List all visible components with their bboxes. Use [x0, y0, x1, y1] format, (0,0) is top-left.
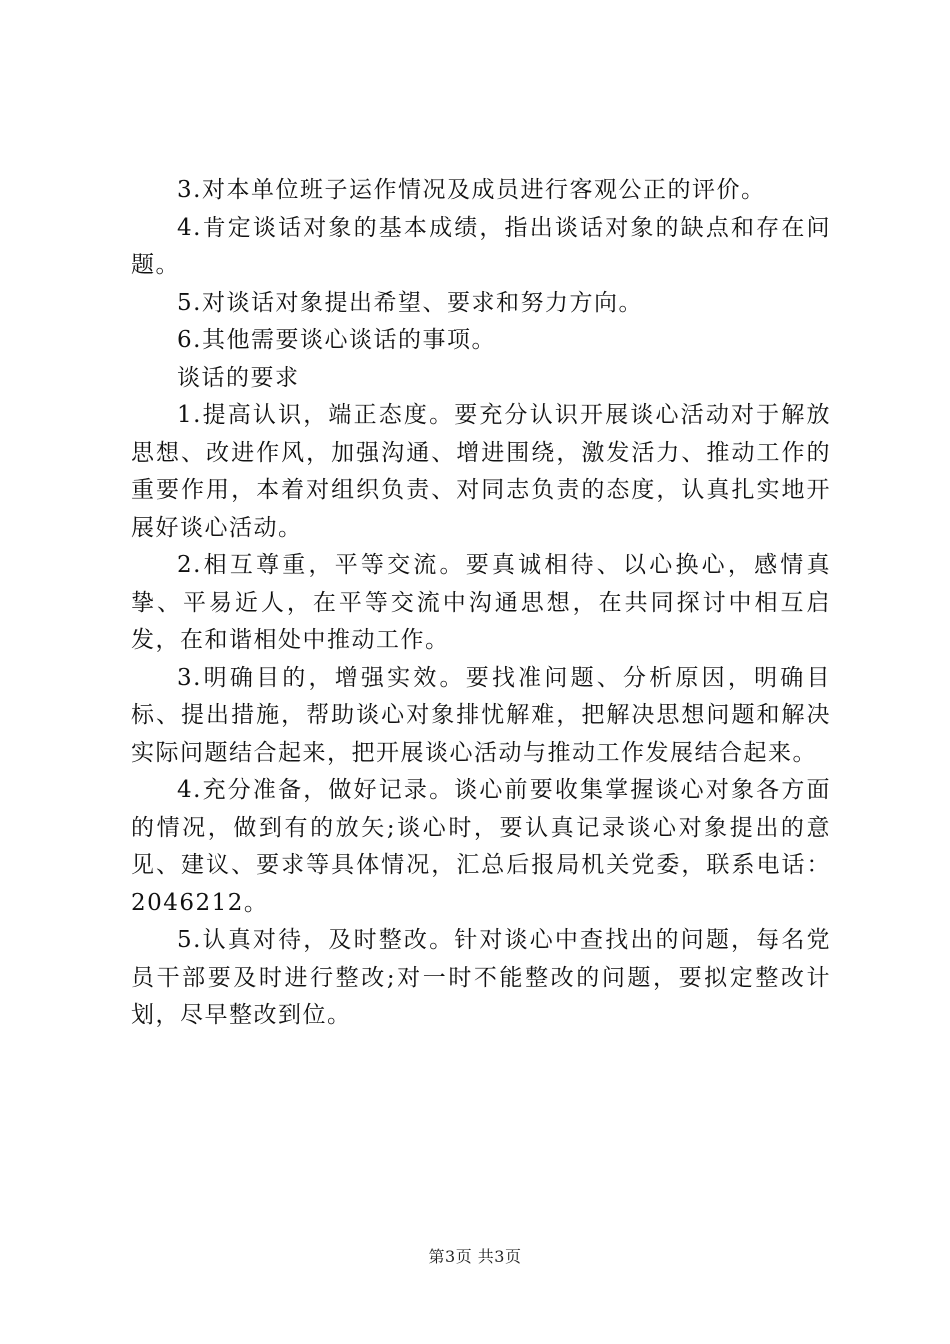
- section-heading-requirements: 谈话的要求: [177, 364, 300, 391]
- paragraph-requirement-5: 5.认真对待，及时整改。针对谈心中查找出的问题，每名党员干部要及时进行整改;对一时不能整改的问题，要拟定整改计划，尽早整改到位。: [131, 927, 831, 1028]
- paragraph-evaluation: 3.对本单位班子运作情况及成员进行客观公正的评价。: [177, 177, 766, 203]
- paragraph-requirement-1: 1.提高认识，端正态度。要充分认识开展谈心活动对于解放思想、改进作风，加强沟通、增进围绕，激发活力、推动工作的重要作用，本着对组织负责、对同志负责的态度，认真扎实地开展好谈心活动。: [131, 402, 831, 541]
- page-footer: 第3页 共3页: [428, 1247, 522, 1266]
- paragraph-requirement-2: 2.相互尊重，平等交流。要真诚相待、以心换心，感情真挚、平易近人，在平等交流中沟通思想，在共同探讨中相互启发，在和谐相处中推动工作。: [131, 552, 831, 653]
- paragraph-requirement-4: 4.充分准备，做好记录。谈心前要收集掌握谈心对象各方面的情况，做到有的放矢;谈心时，要认真记录谈心对象提出的意见、建议、要求等具体情况，汇总后报局机关党委，联系电话：2046212。: [131, 777, 831, 916]
- paragraph-expectations: 5.对谈话对象提出希望、要求和努力方向。: [177, 289, 643, 316]
- paragraph-other-matters: 6.其他需要谈心谈话的事项。: [177, 327, 496, 353]
- paragraph-requirement-3: 3.明确目的，增强实效。要找准问题、分析原因，明确目标、提出措施，帮助谈心对象排忧解难，把解决思想问题和解决实际问题结合起来，把开展谈心活动与推动工作发展结合起来。: [131, 664, 831, 766]
- paragraph-affirm-achievements: 4.肯定谈话对象的基本成绩，指出谈话对象的缺点和存在问题。: [131, 214, 831, 278]
- document-body: [131, 172, 831, 1035]
